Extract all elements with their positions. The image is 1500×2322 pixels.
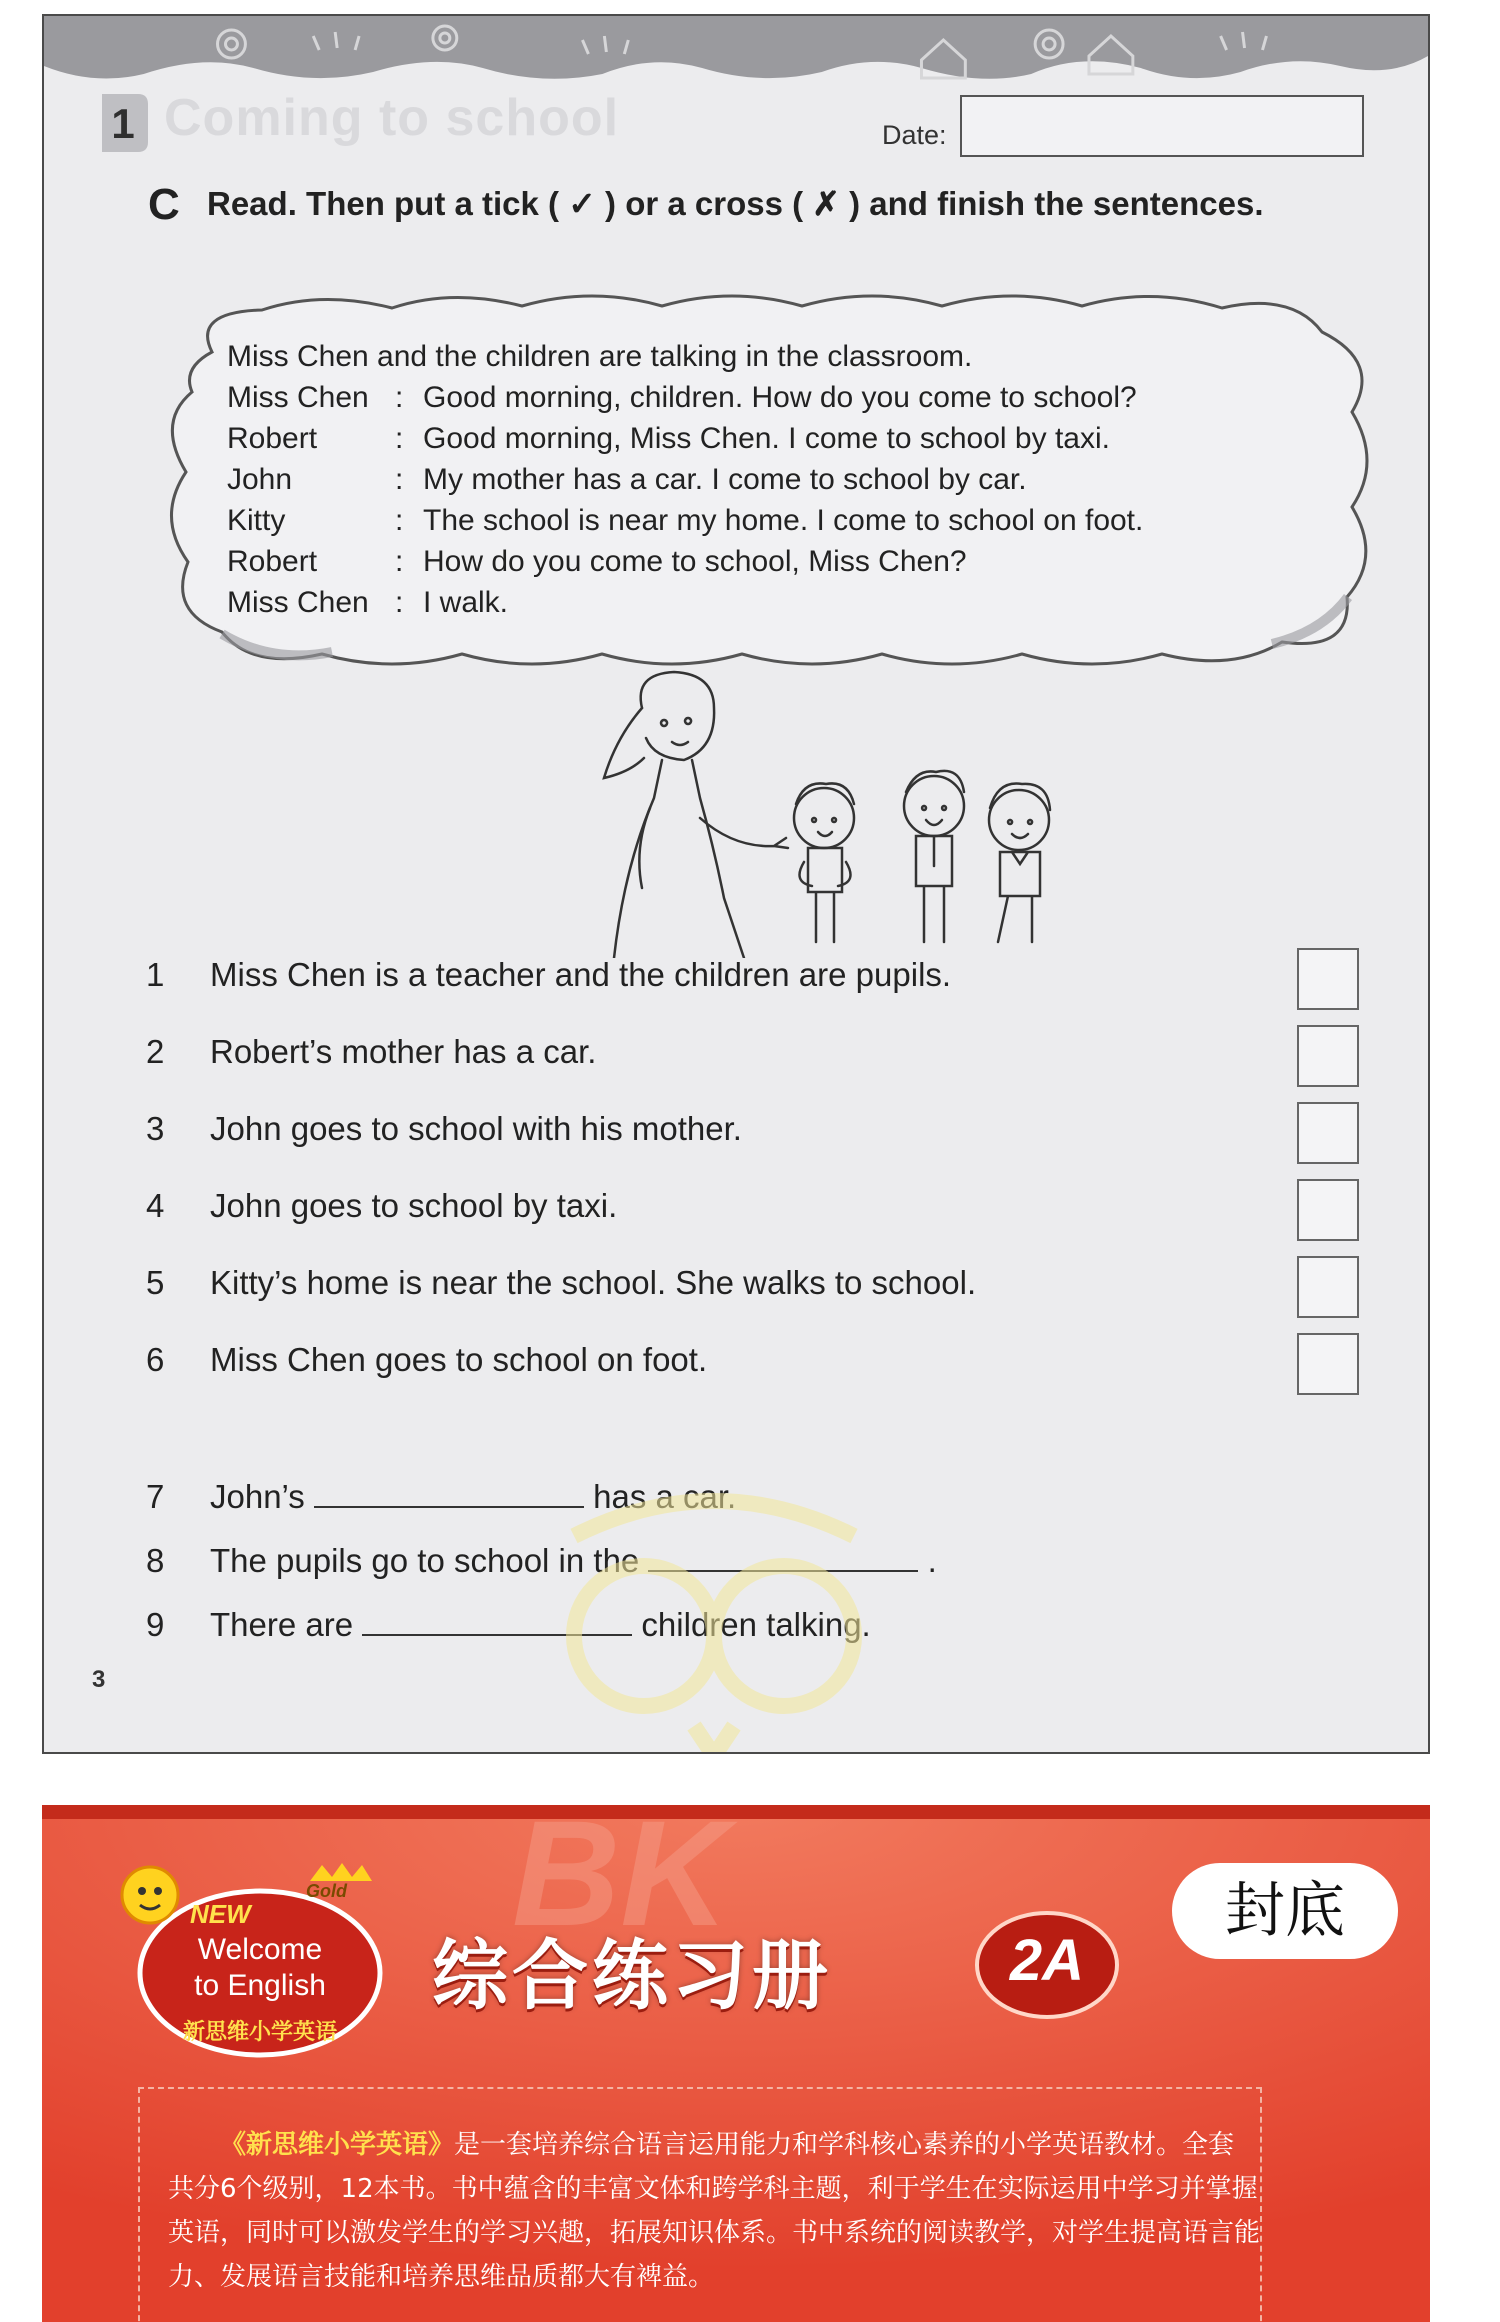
logo-gold: Gold bbox=[306, 1881, 347, 1901]
question-number: 1 bbox=[146, 956, 165, 993]
dialogue-speaker: Robert bbox=[227, 422, 318, 455]
fill-before: John’s bbox=[210, 1478, 305, 1515]
section-c-icon: C bbox=[148, 180, 180, 229]
dialogue-colon: : bbox=[395, 586, 404, 619]
question-number: 8 bbox=[146, 1542, 165, 1579]
question-text: Miss Chen is a teacher and the children are pupils. bbox=[210, 956, 952, 993]
description-book-title: 《新思维小学英语》 bbox=[220, 2130, 455, 2160]
description-body: 是一套培养综合语言运用能力和学科核心素养的小学英语教材。全套共分6个级别，12本书。书中蕴含的丰富文体和跨学科主题，利于学生在实际运用中学习并掌握英语，同时可以激发学生的学习兴趣，拓展知识体系。书中系统的阅读教学，对学生提高语言能力、发展语言技能和培养思维品质都大有裨益。 bbox=[168, 2130, 1261, 2292]
dialogue-speaker: Miss Chen bbox=[227, 381, 369, 414]
fill-after: children talking. bbox=[641, 1606, 871, 1643]
fill-before: There are bbox=[210, 1606, 354, 1643]
question-item bbox=[146, 1033, 596, 1071]
cover-title: 综合练习册 bbox=[432, 1931, 832, 2020]
dialogue-colon: : bbox=[395, 504, 404, 537]
question-item bbox=[146, 956, 951, 994]
back-cover bbox=[42, 1805, 1430, 2322]
dialogue-text: Good morning, children. How do you come to school? bbox=[423, 381, 1137, 414]
dialogue-line bbox=[227, 500, 1143, 541]
date-input-box[interactable] bbox=[960, 95, 1364, 157]
decorative-top-band bbox=[44, 16, 1428, 86]
back-cover-label: 封底 bbox=[1172, 1863, 1398, 1959]
dialogue-speaker: Robert bbox=[227, 545, 318, 578]
fill-before: The pupils go to school in the bbox=[210, 1542, 640, 1579]
tick-box[interactable] bbox=[1297, 1102, 1359, 1164]
dialogue-line bbox=[227, 336, 1143, 377]
fill-after: has a car. bbox=[593, 1478, 737, 1515]
question-number: 5 bbox=[146, 1264, 165, 1301]
question-number: 2 bbox=[146, 1033, 165, 1070]
fill-after: . bbox=[927, 1542, 937, 1579]
dialogue-colon: : bbox=[395, 422, 404, 455]
dialogue bbox=[227, 336, 1143, 623]
brand-logo bbox=[110, 1855, 400, 2065]
dialogue-narration: Miss Chen and the children are talking in the classroom. bbox=[227, 340, 973, 373]
level-text: 2A bbox=[1009, 1928, 1085, 1993]
dialogue-speaker: Miss Chen bbox=[227, 586, 369, 619]
level-badge bbox=[972, 1905, 1122, 2021]
dialogue-speaker: John bbox=[227, 463, 293, 496]
unit-badge bbox=[94, 90, 152, 156]
unit-number: 1 bbox=[111, 100, 135, 147]
logo-new: NEW bbox=[190, 1899, 251, 1929]
question-number: 7 bbox=[146, 1478, 165, 1515]
owl-watermark bbox=[514, 1476, 914, 1754]
question-item bbox=[146, 1341, 707, 1379]
dialogue-text: I walk. bbox=[423, 586, 509, 619]
dialogue-line bbox=[227, 418, 1143, 459]
tick-box[interactable] bbox=[1297, 1179, 1359, 1241]
dialogue-line bbox=[227, 582, 1143, 623]
exercise-instruction: Read. Then put a tick ( ✓ ) or a cross ( ✗ ) and finish the sentences. bbox=[207, 185, 1264, 222]
unit-title-faded: Coming to school bbox=[164, 89, 620, 147]
logo-line1: Welcome bbox=[197, 1933, 323, 1966]
dialogue-colon: : bbox=[395, 463, 404, 496]
question-text: Kitty’s home is near the school. She walks to school. bbox=[210, 1264, 977, 1301]
question-number: 6 bbox=[146, 1341, 165, 1378]
description-text bbox=[168, 2123, 1260, 2299]
question-text: Robert’s mother has a car. bbox=[210, 1033, 597, 1070]
question-item bbox=[146, 1264, 976, 1302]
dialogue-line bbox=[227, 459, 1143, 500]
date-label: Date: bbox=[882, 120, 947, 150]
tick-box[interactable] bbox=[1297, 1025, 1359, 1087]
watermark-letters: BK bbox=[512, 1805, 729, 1957]
dialogue-speaker: Kitty bbox=[227, 504, 286, 537]
question-number: 4 bbox=[146, 1187, 165, 1224]
dialogue-colon: : bbox=[395, 545, 404, 578]
dialogue-text: The school is near my home. I come to school on foot. bbox=[423, 504, 1144, 537]
dialogue-text: Good morning, Miss Chen. I come to school by taxi. bbox=[423, 422, 1110, 455]
tick-box[interactable] bbox=[1297, 948, 1359, 1010]
logo-chinese: 新思维小学英语 bbox=[182, 2020, 337, 2045]
workbook-page bbox=[42, 14, 1430, 1754]
tick-box[interactable] bbox=[1297, 1333, 1359, 1395]
dialogue-colon: : bbox=[395, 381, 404, 414]
teacher-and-children-illustration bbox=[564, 668, 1124, 958]
question-item bbox=[146, 1187, 617, 1225]
dialogue-text: How do you come to school, Miss Chen? bbox=[423, 545, 967, 578]
question-item bbox=[146, 1110, 742, 1148]
logo-line2: to English bbox=[194, 1969, 326, 2002]
question-text: Miss Chen goes to school on foot. bbox=[210, 1341, 708, 1378]
question-number: 9 bbox=[146, 1606, 165, 1643]
dialogue-line bbox=[227, 377, 1143, 418]
dialogue-text: My mother has a car. I come to school by car. bbox=[423, 463, 1027, 496]
page-number: 3 bbox=[92, 1666, 106, 1693]
dialogue-line bbox=[227, 541, 1143, 582]
tick-box[interactable] bbox=[1297, 1256, 1359, 1318]
question-text: John goes to school by taxi. bbox=[210, 1187, 618, 1224]
question-text: John goes to school with his mother. bbox=[210, 1110, 742, 1147]
question-number: 3 bbox=[146, 1110, 165, 1147]
